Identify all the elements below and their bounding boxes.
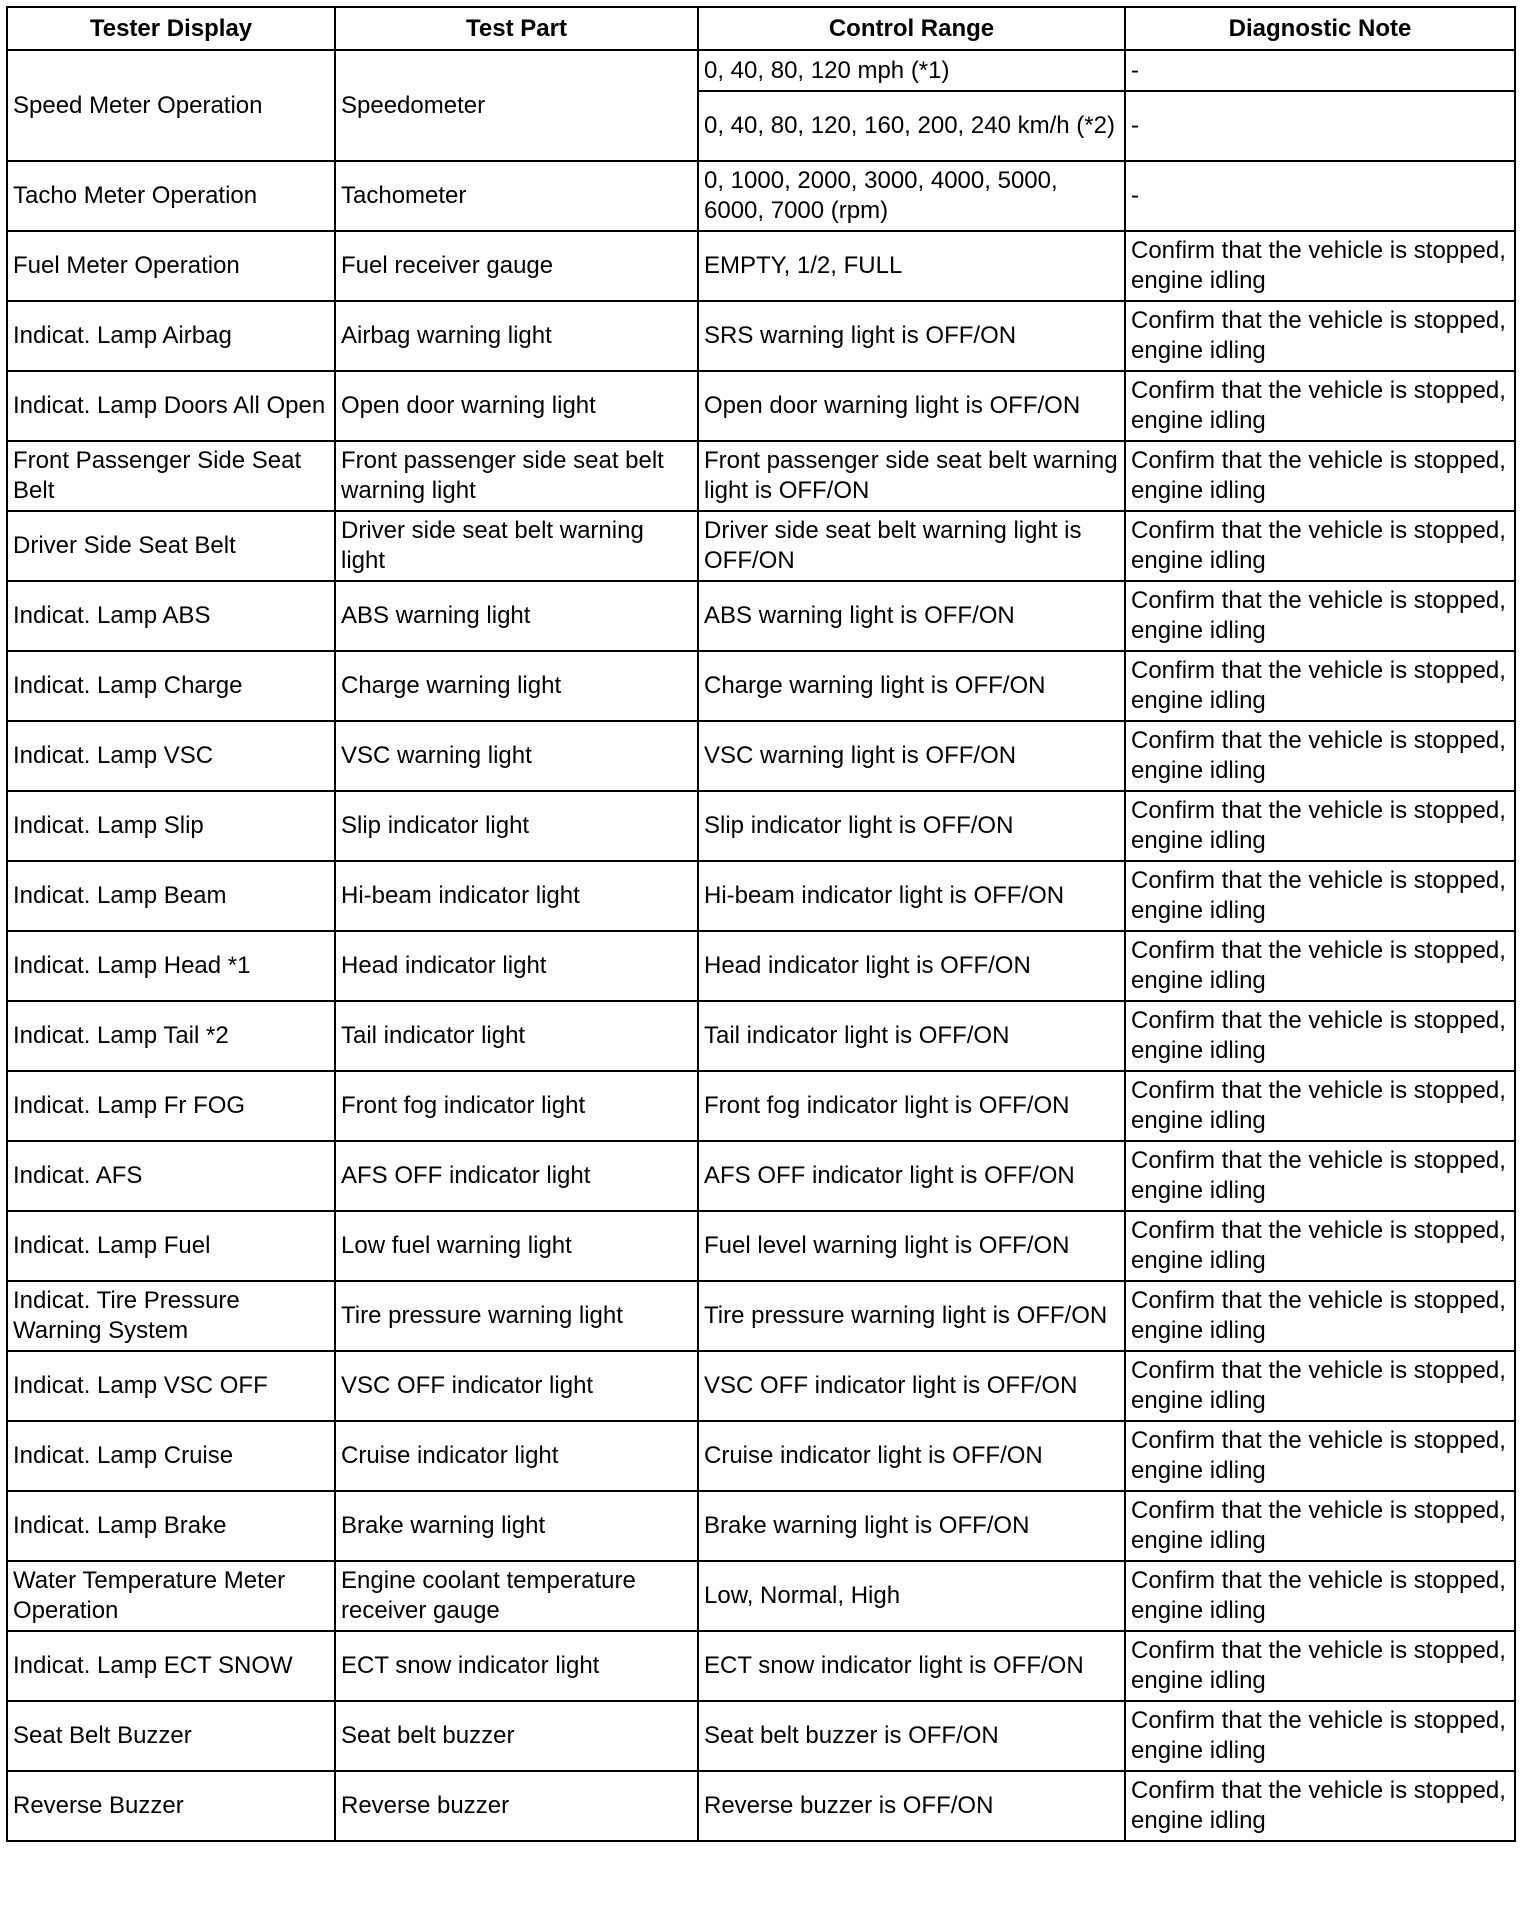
table-row xyxy=(7,441,1515,511)
cell-tester-display: Speed Meter Operation xyxy=(7,50,335,161)
cell-control-range: Brake warning light is OFF/ON xyxy=(698,1491,1125,1561)
cell-diagnostic-note: Confirm that the vehicle is stopped, engine idling xyxy=(1125,861,1515,931)
cell-tester-display: Indicat. Lamp Fr FOG xyxy=(7,1071,335,1141)
cell-diagnostic-note: - xyxy=(1125,50,1515,91)
header-row xyxy=(7,7,1515,50)
cell-diagnostic-note: Confirm that the vehicle is stopped, engine idling xyxy=(1125,1421,1515,1491)
cell-diagnostic-note: - xyxy=(1125,91,1515,161)
cell-diagnostic-note: Confirm that the vehicle is stopped, engine idling xyxy=(1125,441,1515,511)
cell-tester-display: Indicat. Lamp Doors All Open xyxy=(7,371,335,441)
table-row xyxy=(7,1141,1515,1211)
table-row xyxy=(7,861,1515,931)
cell-diagnostic-note: Confirm that the vehicle is stopped, engine idling xyxy=(1125,931,1515,1001)
cell-diagnostic-note: Confirm that the vehicle is stopped, engine idling xyxy=(1125,1351,1515,1421)
cell-test-part: Cruise indicator light xyxy=(335,1421,698,1491)
cell-test-part: VSC OFF indicator light xyxy=(335,1351,698,1421)
table-body xyxy=(7,50,1515,1841)
cell-tester-display: Indicat. Lamp Brake xyxy=(7,1491,335,1561)
cell-diagnostic-note: Confirm that the vehicle is stopped, engine idling xyxy=(1125,1001,1515,1071)
cell-control-range: SRS warning light is OFF/ON xyxy=(698,301,1125,371)
cell-control-range: Tire pressure warning light is OFF/ON xyxy=(698,1281,1125,1351)
cell-test-part: Front fog indicator light xyxy=(335,1071,698,1141)
cell-test-part: Airbag warning light xyxy=(335,301,698,371)
cell-test-part: Hi-beam indicator light xyxy=(335,861,698,931)
cell-diagnostic-note: Confirm that the vehicle is stopped, engine idling xyxy=(1125,1211,1515,1281)
cell-diagnostic-note: Confirm that the vehicle is stopped, engine idling xyxy=(1125,1141,1515,1211)
cell-test-part: Tachometer xyxy=(335,161,698,231)
table-row xyxy=(7,1491,1515,1561)
cell-test-part: Tail indicator light xyxy=(335,1001,698,1071)
cell-diagnostic-note: Confirm that the vehicle is stopped, engine idling xyxy=(1125,651,1515,721)
table-row xyxy=(7,651,1515,721)
cell-test-part: Slip indicator light xyxy=(335,791,698,861)
cell-tester-display: Indicat. Lamp Beam xyxy=(7,861,335,931)
header-test-part: Test Part xyxy=(335,7,698,50)
table-row xyxy=(7,1211,1515,1281)
cell-control-range: Fuel level warning light is OFF/ON xyxy=(698,1211,1125,1281)
cell-test-part: Reverse buzzer xyxy=(335,1771,698,1841)
cell-test-part: Head indicator light xyxy=(335,931,698,1001)
table-row xyxy=(7,1421,1515,1491)
cell-control-range: 0, 40, 80, 120, 160, 200, 240 km/h (*2) xyxy=(698,91,1125,161)
cell-diagnostic-note: Confirm that the vehicle is stopped, engine idling xyxy=(1125,301,1515,371)
cell-control-range: Seat belt buzzer is OFF/ON xyxy=(698,1701,1125,1771)
cell-test-part: Driver side seat belt warning light xyxy=(335,511,698,581)
table-row xyxy=(7,931,1515,1001)
table-row xyxy=(7,511,1515,581)
cell-tester-display: Indicat. Lamp Fuel xyxy=(7,1211,335,1281)
cell-control-range: ECT snow indicator light is OFF/ON xyxy=(698,1631,1125,1701)
cell-diagnostic-note: Confirm that the vehicle is stopped, engine idling xyxy=(1125,721,1515,791)
cell-tester-display: Indicat. Lamp Slip xyxy=(7,791,335,861)
cell-control-range: Low, Normal, High xyxy=(698,1561,1125,1631)
table-row xyxy=(7,1701,1515,1771)
cell-control-range: VSC OFF indicator light is OFF/ON xyxy=(698,1351,1125,1421)
table-row xyxy=(7,231,1515,301)
cell-tester-display: Indicat. Lamp Tail *2 xyxy=(7,1001,335,1071)
cell-tester-display: Indicat. AFS xyxy=(7,1141,335,1211)
cell-tester-display: Driver Side Seat Belt xyxy=(7,511,335,581)
cell-tester-display: Indicat. Lamp Cruise xyxy=(7,1421,335,1491)
cell-test-part: Open door warning light xyxy=(335,371,698,441)
cell-diagnostic-note: Confirm that the vehicle is stopped, engine idling xyxy=(1125,371,1515,441)
cell-test-part: Engine coolant temperature receiver gauge xyxy=(335,1561,698,1631)
cell-control-range: ABS warning light is OFF/ON xyxy=(698,581,1125,651)
cell-test-part: Brake warning light xyxy=(335,1491,698,1561)
cell-diagnostic-note: Confirm that the vehicle is stopped, engine idling xyxy=(1125,1491,1515,1561)
cell-tester-display: Front Passenger Side Seat Belt xyxy=(7,441,335,511)
table-row xyxy=(7,371,1515,441)
cell-diagnostic-note: - xyxy=(1125,161,1515,231)
cell-control-range: Hi-beam indicator light is OFF/ON xyxy=(698,861,1125,931)
cell-control-range: Reverse buzzer is OFF/ON xyxy=(698,1771,1125,1841)
cell-tester-display: Indicat. Lamp VSC OFF xyxy=(7,1351,335,1421)
cell-control-range: Open door warning light is OFF/ON xyxy=(698,371,1125,441)
cell-tester-display: Indicat. Lamp VSC xyxy=(7,721,335,791)
cell-diagnostic-note: Confirm that the vehicle is stopped, engine idling xyxy=(1125,231,1515,301)
cell-tester-display: Seat Belt Buzzer xyxy=(7,1701,335,1771)
table-row xyxy=(7,50,1515,91)
cell-tester-display: Reverse Buzzer xyxy=(7,1771,335,1841)
cell-test-part: Speedometer xyxy=(335,50,698,161)
cell-tester-display: Fuel Meter Operation xyxy=(7,231,335,301)
cell-test-part: AFS OFF indicator light xyxy=(335,1141,698,1211)
cell-diagnostic-note: Confirm that the vehicle is stopped, engine idling xyxy=(1125,511,1515,581)
cell-test-part: Fuel receiver gauge xyxy=(335,231,698,301)
cell-diagnostic-note: Confirm that the vehicle is stopped, engine idling xyxy=(1125,1631,1515,1701)
cell-control-range: Slip indicator light is OFF/ON xyxy=(698,791,1125,861)
header-tester-display: Tester Display xyxy=(7,7,335,50)
cell-control-range: AFS OFF indicator light is OFF/ON xyxy=(698,1141,1125,1211)
table-row xyxy=(7,1071,1515,1141)
cell-tester-display: Indicat. Lamp ABS xyxy=(7,581,335,651)
header-diagnostic-note: Diagnostic Note xyxy=(1125,7,1515,50)
cell-control-range: Front passenger side seat belt warning light is OFF/ON xyxy=(698,441,1125,511)
cell-diagnostic-note: Confirm that the vehicle is stopped, engine idling xyxy=(1125,791,1515,861)
table-row xyxy=(7,1351,1515,1421)
cell-control-range: 0, 1000, 2000, 3000, 4000, 5000, 6000, 7000 (rpm) xyxy=(698,161,1125,231)
table-row xyxy=(7,1281,1515,1351)
cell-control-range: Driver side seat belt warning light is OFF/ON xyxy=(698,511,1125,581)
cell-control-range: Head indicator light is OFF/ON xyxy=(698,931,1125,1001)
cell-control-range: VSC warning light is OFF/ON xyxy=(698,721,1125,791)
table-row xyxy=(7,1001,1515,1071)
cell-test-part: ECT snow indicator light xyxy=(335,1631,698,1701)
cell-tester-display: Indicat. Lamp Charge xyxy=(7,651,335,721)
table-row xyxy=(7,581,1515,651)
cell-tester-display: Indicat. Lamp Head *1 xyxy=(7,931,335,1001)
cell-control-range: Tail indicator light is OFF/ON xyxy=(698,1001,1125,1071)
table-row xyxy=(7,1771,1515,1841)
table-row xyxy=(7,301,1515,371)
cell-test-part: ABS warning light xyxy=(335,581,698,651)
cell-diagnostic-note: Confirm that the vehicle is stopped, engine idling xyxy=(1125,1071,1515,1141)
cell-control-range: Charge warning light is OFF/ON xyxy=(698,651,1125,721)
cell-tester-display: Indicat. Lamp ECT SNOW xyxy=(7,1631,335,1701)
cell-tester-display: Indicat. Lamp Airbag xyxy=(7,301,335,371)
cell-diagnostic-note: Confirm that the vehicle is stopped, engine idling xyxy=(1125,1701,1515,1771)
cell-control-range: Cruise indicator light is OFF/ON xyxy=(698,1421,1125,1491)
active-test-table xyxy=(6,6,1516,1842)
cell-diagnostic-note: Confirm that the vehicle is stopped, engine idling xyxy=(1125,1561,1515,1631)
cell-tester-display: Indicat. Tire Pressure Warning System xyxy=(7,1281,335,1351)
cell-test-part: VSC warning light xyxy=(335,721,698,791)
cell-test-part: Low fuel warning light xyxy=(335,1211,698,1281)
table-row xyxy=(7,1561,1515,1631)
cell-test-part: Charge warning light xyxy=(335,651,698,721)
header-control-range: Control Range xyxy=(698,7,1125,50)
cell-test-part: Front passenger side seat belt warning light xyxy=(335,441,698,511)
cell-control-range: 0, 40, 80, 120 mph (*1) xyxy=(698,50,1125,91)
table-row xyxy=(7,1631,1515,1701)
cell-test-part: Tire pressure warning light xyxy=(335,1281,698,1351)
table-row xyxy=(7,791,1515,861)
cell-control-range: EMPTY, 1/2, FULL xyxy=(698,231,1125,301)
cell-diagnostic-note: Confirm that the vehicle is stopped, engine idling xyxy=(1125,1281,1515,1351)
table-row xyxy=(7,721,1515,791)
cell-diagnostic-note: Confirm that the vehicle is stopped, engine idling xyxy=(1125,581,1515,651)
cell-tester-display: Water Temperature Meter Operation xyxy=(7,1561,335,1631)
cell-control-range: Front fog indicator light is OFF/ON xyxy=(698,1071,1125,1141)
cell-tester-display: Tacho Meter Operation xyxy=(7,161,335,231)
cell-test-part: Seat belt buzzer xyxy=(335,1701,698,1771)
table-row xyxy=(7,161,1515,231)
cell-diagnostic-note: Confirm that the vehicle is stopped, engine idling xyxy=(1125,1771,1515,1841)
